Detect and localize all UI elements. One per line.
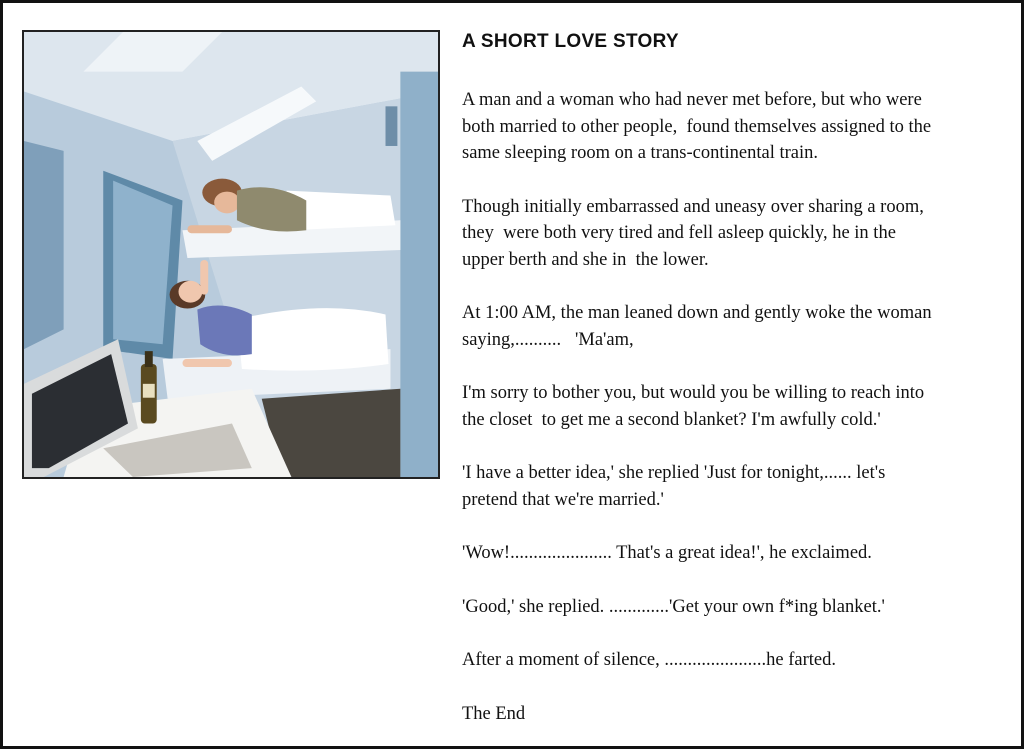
story-title: A SHORT LOVE STORY bbox=[462, 31, 679, 52]
story-paragraph: After a moment of silence, ......................he farted. bbox=[462, 650, 836, 670]
story-paragraph: At 1:00 AM, the man leaned down and gently woke the woman saying,.......... 'Ma'am, bbox=[462, 303, 932, 350]
story-paragraph: I'm sorry to bother you, but would you be willing to reach into the closet to get me a second blanket? I'm awfully cold.' bbox=[462, 383, 925, 430]
photo-illustration bbox=[24, 32, 438, 477]
story-paragraph: A man and a woman who had never met before, but who were both married to other people, found themselves assigned to the same sleeping room on a trans-continental train. bbox=[462, 90, 932, 163]
story-paragraph: 'Wow!...................... That's a great idea!', he exclaimed. bbox=[462, 543, 872, 563]
story-paragraph: The End bbox=[462, 703, 526, 724]
story-paragraph: Though initially embarrassed and uneasy over sharing a room, they were both very tired and fell asleep quickly, he in the upper berth and she in the lower. bbox=[462, 196, 924, 270]
train-sleeper-photo bbox=[22, 30, 440, 479]
story-body bbox=[462, 87, 1012, 754]
story-paragraph: 'Good,' she replied. .............'Get your own f*ing blanket.' bbox=[462, 596, 885, 617]
story-paragraph: 'I have a better idea,' she replied 'Just for tonight,...... let's pretend that we're married.' bbox=[462, 463, 886, 510]
